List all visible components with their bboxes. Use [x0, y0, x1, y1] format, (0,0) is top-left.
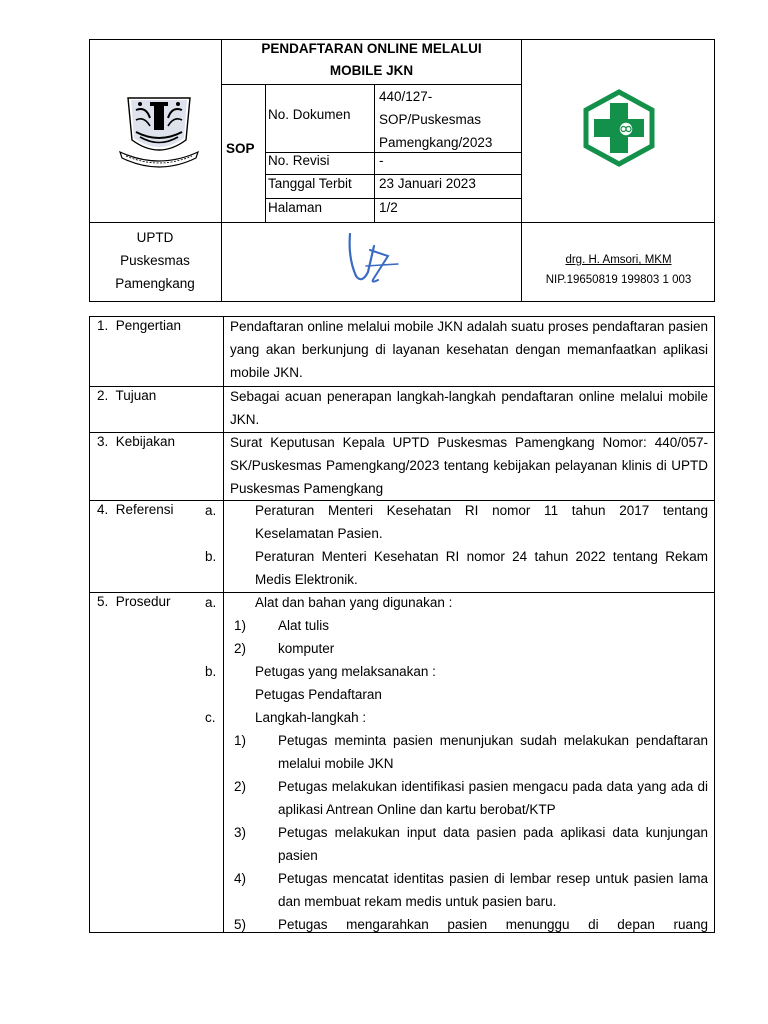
section-label-tujuan: 2. Tujuan: [97, 388, 157, 403]
regency-emblem: [116, 90, 202, 172]
value-line: Pamengkang/2023: [379, 135, 493, 150]
signature: [340, 228, 410, 288]
step-text: Petugas meminta pasien menunjukan sudah melakukan pendaftaran melalui mobile JKN: [278, 733, 708, 771]
list-text: Petugas yang melaksanakan :: [255, 664, 436, 679]
sub-marker: 2): [234, 641, 247, 656]
field-value-halaman: 1/2: [379, 200, 398, 215]
step-marker: 4): [234, 871, 247, 886]
field-value-no-revisi: -: [379, 153, 384, 168]
step-text: Petugas melakukan input data pasien pada aplikasi data kunjungan pasien: [278, 825, 708, 863]
list-item: [205, 499, 708, 545]
step-item: [230, 775, 708, 821]
field-label-tanggal-terbit: Tanggal Terbit: [268, 176, 352, 191]
step-marker: 2): [234, 779, 247, 794]
list-subtext: Petugas Pendaftaran: [255, 687, 382, 702]
step-marker: 3): [234, 825, 247, 840]
signer-name: drg. H. Amsori, MKM: [565, 254, 672, 266]
list-marker: a.: [205, 595, 217, 610]
list-item: [205, 545, 708, 591]
sop-label: SOP: [226, 141, 255, 156]
divider: [265, 198, 521, 199]
document-title: [222, 38, 521, 82]
step-item: [230, 867, 708, 913]
step-item: [230, 913, 708, 936]
sub-text: Alat tulis: [278, 618, 330, 633]
list-text: Peraturan Menteri Kesehatan RI nomor 24 tahun 2022 tentang Rekam Medis Elektronik.: [255, 549, 708, 587]
field-label-halaman: Halaman: [268, 200, 323, 215]
list-marker: b.: [205, 549, 217, 564]
list-item: [205, 706, 708, 729]
section-label-prosedur: 5. Prosedur: [97, 594, 171, 609]
list-text: Alat dan bahan yang digunakan :: [255, 595, 453, 610]
org-line: Pamengkang: [115, 276, 195, 291]
field-value-tanggal-terbit: 23 Januari 2023: [379, 176, 476, 191]
section-label-referensi: 4. Referensi: [97, 502, 174, 517]
value-line: SOP/Puskesmas: [379, 112, 482, 127]
section-text-pengertian: Pendaftaran online melalui mobile JKN adalah suatu proses pendaftaran pasien yang akan berkunjung di layanan kesehatan dengan memanfaatkan aplikasi mobile JKN.: [230, 319, 708, 380]
field-value-no-dokumen: [379, 85, 492, 154]
step-item: [230, 821, 708, 867]
sub-text: komputer: [278, 641, 335, 656]
list-item: [205, 591, 708, 614]
sub-item: [230, 614, 708, 637]
field-label-no-revisi: No. Revisi: [268, 153, 330, 168]
regency-emblem-icon: [116, 90, 202, 172]
step-text: Petugas melakukan identifikasi pasien mengacu pada data yang ada di aplikasi Antrean Online dan kartu berobat/KTP: [278, 779, 708, 817]
section-text-tujuan: Sebagai acuan penerapan langkah-langkah pendaftaran online melalui mobile JKN.: [230, 389, 708, 427]
field-label-no-dokumen: No. Dokumen: [268, 107, 351, 122]
step-text: Petugas mengarahkan pasien menunggu di depan ruang: [278, 917, 708, 932]
step-marker: 1): [234, 733, 247, 748]
list-text: Peraturan Menteri Kesehatan RI nomor 11 tahun 2017 tentang Keselamatan Pasien.: [255, 503, 708, 541]
divider: [374, 84, 375, 222]
org-line: Puskesmas: [120, 253, 190, 268]
title-line: MOBILE JKN: [329, 63, 414, 78]
section-list-referensi: [205, 499, 708, 591]
org-line: UPTD: [136, 230, 174, 245]
sub-item: [230, 637, 708, 660]
section-list-prosedur: [205, 591, 708, 936]
divider: [265, 84, 266, 222]
list-marker: a.: [205, 503, 217, 518]
divider: [265, 174, 521, 175]
value-line: 440/127-: [379, 89, 433, 104]
step-item: [230, 729, 708, 775]
list-marker: c.: [205, 710, 216, 725]
list-marker: b.: [205, 664, 217, 679]
section-label-kebijakan: 3. Kebijakan: [97, 434, 176, 449]
puskesmas-logo-icon: [580, 89, 658, 167]
signature-mark: [340, 228, 410, 288]
organization-name: [89, 226, 221, 295]
title-line: PENDAFTARAN ONLINE MELALUI: [261, 41, 482, 56]
list-item: [205, 660, 708, 683]
section-label-pengertian: 1. Pengertian: [97, 318, 182, 333]
sub-marker: 1): [234, 618, 247, 633]
puskesmas-logo: [580, 89, 658, 167]
divider: [223, 316, 224, 933]
list-text: Langkah-langkah :: [255, 710, 367, 725]
step-text: Petugas mencatat identitas pasien di lembar resep untuk pasien lama dan membuat rekam medis untuk pasien baru.: [278, 871, 708, 909]
section-text-kebijakan: Surat Keputusan Kepala UPTD Puskesmas Pamengkang Nomor: 440/057-SK/Puskesmas Pamengkang/2023 tentang kebijakan pelayanan klinis di UPTD Puskesmas Pamengkang: [230, 435, 708, 496]
divider: [89, 222, 715, 223]
signer-nip: NIP.19650819 199803 1 003: [545, 274, 692, 286]
step-marker: 5): [234, 917, 247, 932]
